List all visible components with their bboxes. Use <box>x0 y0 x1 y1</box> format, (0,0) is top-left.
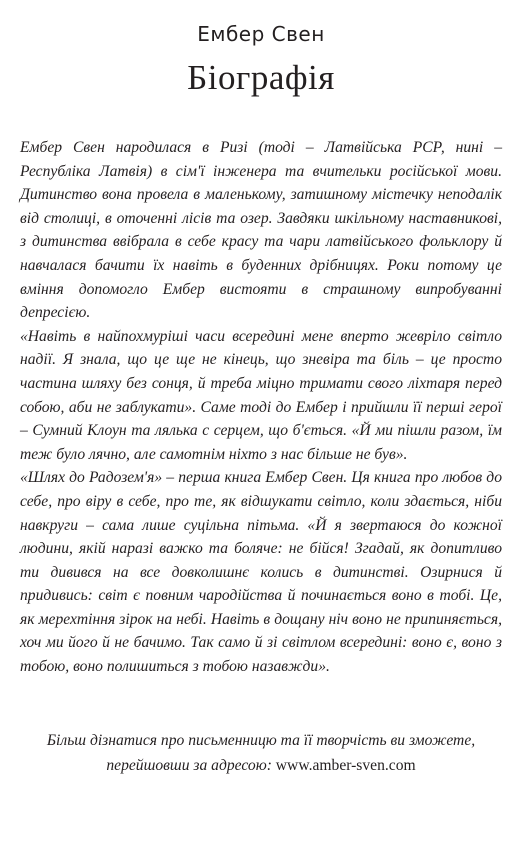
biography-paragraph: Ембер Свен народилася в Ризі (тоді – Латвійська РСР, нині – Республіка Латвія) в сім'ї інженера та вчительки російської мови. Дитинство вона провела в маленькому, затишному містечку неподалік від столиці, в оточенні лісів та озер. Завдяки шкільному наставникові, з дитинства ввібрала в себе красу та чари латвійського фольклору й навчалася бачити їх навіть в буденних дрібницях. Роки потому це вміння допомогло Ембер вистояти в страшному випробуванні депресією. <box>20 139 502 322</box>
page-title: Біографія <box>187 58 335 97</box>
biography-paragraph: «Шлях до Радозем'я» – перша книга Ембер Свен. Ця книга про любов до себе, про віру в себе, про те, як відшукати світло, коли здається, ніби навкруги – сама лише суцільна пітьма. «Й я звертаюся до кожної людини, якій наразі важко та боляче: не бійся! Згадай, як допитливо ти дивився на все довколишнє колись в дитинстві. Озирнися й придивись: світ є повним чародійства й починається воно в тобі. Це, як мерехтіння зірок на небі. Навіть в дощану ніч воно не припиняється, хоч ми його й не бачимо. Так само й зі світлом всередині: воно є, воно з тобою, воно полишиться з тобою назавжди». <box>20 469 502 676</box>
footer-text: Більш дізнатися про письменницю та її творчість ви зможете, перейшовши за адресою: <box>46 732 476 774</box>
biography-paragraph: «Навіть в найпохмуріші часи всередині мене вперто жевріло світло надії. Я знала, що це ще не кінець, що зневіра та біль – це просто частина шляху без сонця, й треба міцно тримати свого ліхтаря перед собою, аби не заблукати». Саме тоді до Ембер і прийшли її перші герої – Сумний Клоун та лялька с серцем, що б'ється. «Й ми пішли разом, їм теж було лячно, але самотнім ніхто з нас більше не був». <box>20 327 502 463</box>
footer-note <box>20 728 502 778</box>
author-name: Ембер Свен <box>197 22 325 46</box>
website-link[interactable]: www.amber-sven.com <box>275 757 416 774</box>
biography-text <box>20 136 502 679</box>
